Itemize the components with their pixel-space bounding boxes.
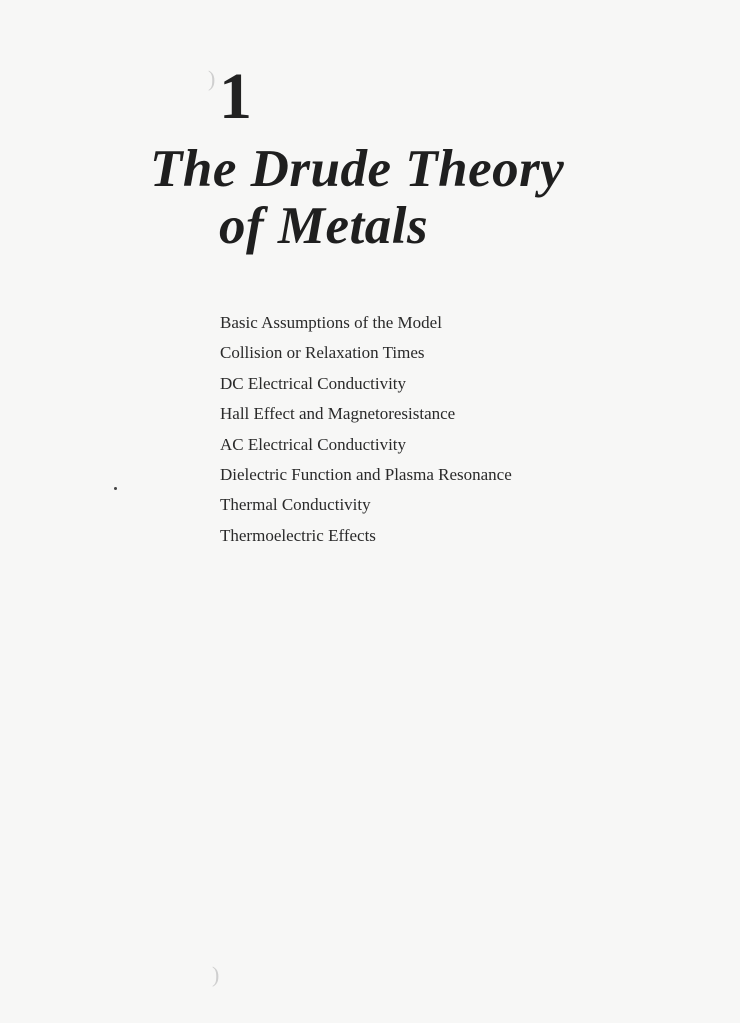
- chapter-title-line-1: The Drude Theory: [150, 140, 565, 198]
- scan-mark: ): [208, 66, 216, 91]
- chapter-title-line-2: of Metals: [219, 197, 429, 255]
- contents-item: Collision or Relaxation Times: [220, 343, 425, 363]
- chapter-contents-list: [220, 308, 512, 551]
- contents-item: Basic Assumptions of the Model: [220, 313, 442, 332]
- chapter-number: 1: [219, 60, 252, 133]
- contents-item: DC Electrical Conductivity: [220, 373, 407, 393]
- scan-speck: [114, 487, 117, 490]
- contents-item: Dielectric Function and Plasma Resonance: [220, 465, 512, 485]
- scan-mark: ): [212, 962, 220, 987]
- contents-item: Hall Effect and Magnetoresistance: [220, 404, 456, 424]
- contents-item: Thermoelectric Effects: [220, 525, 376, 545]
- contents-item: Thermal Conductivity: [220, 495, 371, 515]
- contents-item: AC Electrical Conductivity: [220, 434, 407, 454]
